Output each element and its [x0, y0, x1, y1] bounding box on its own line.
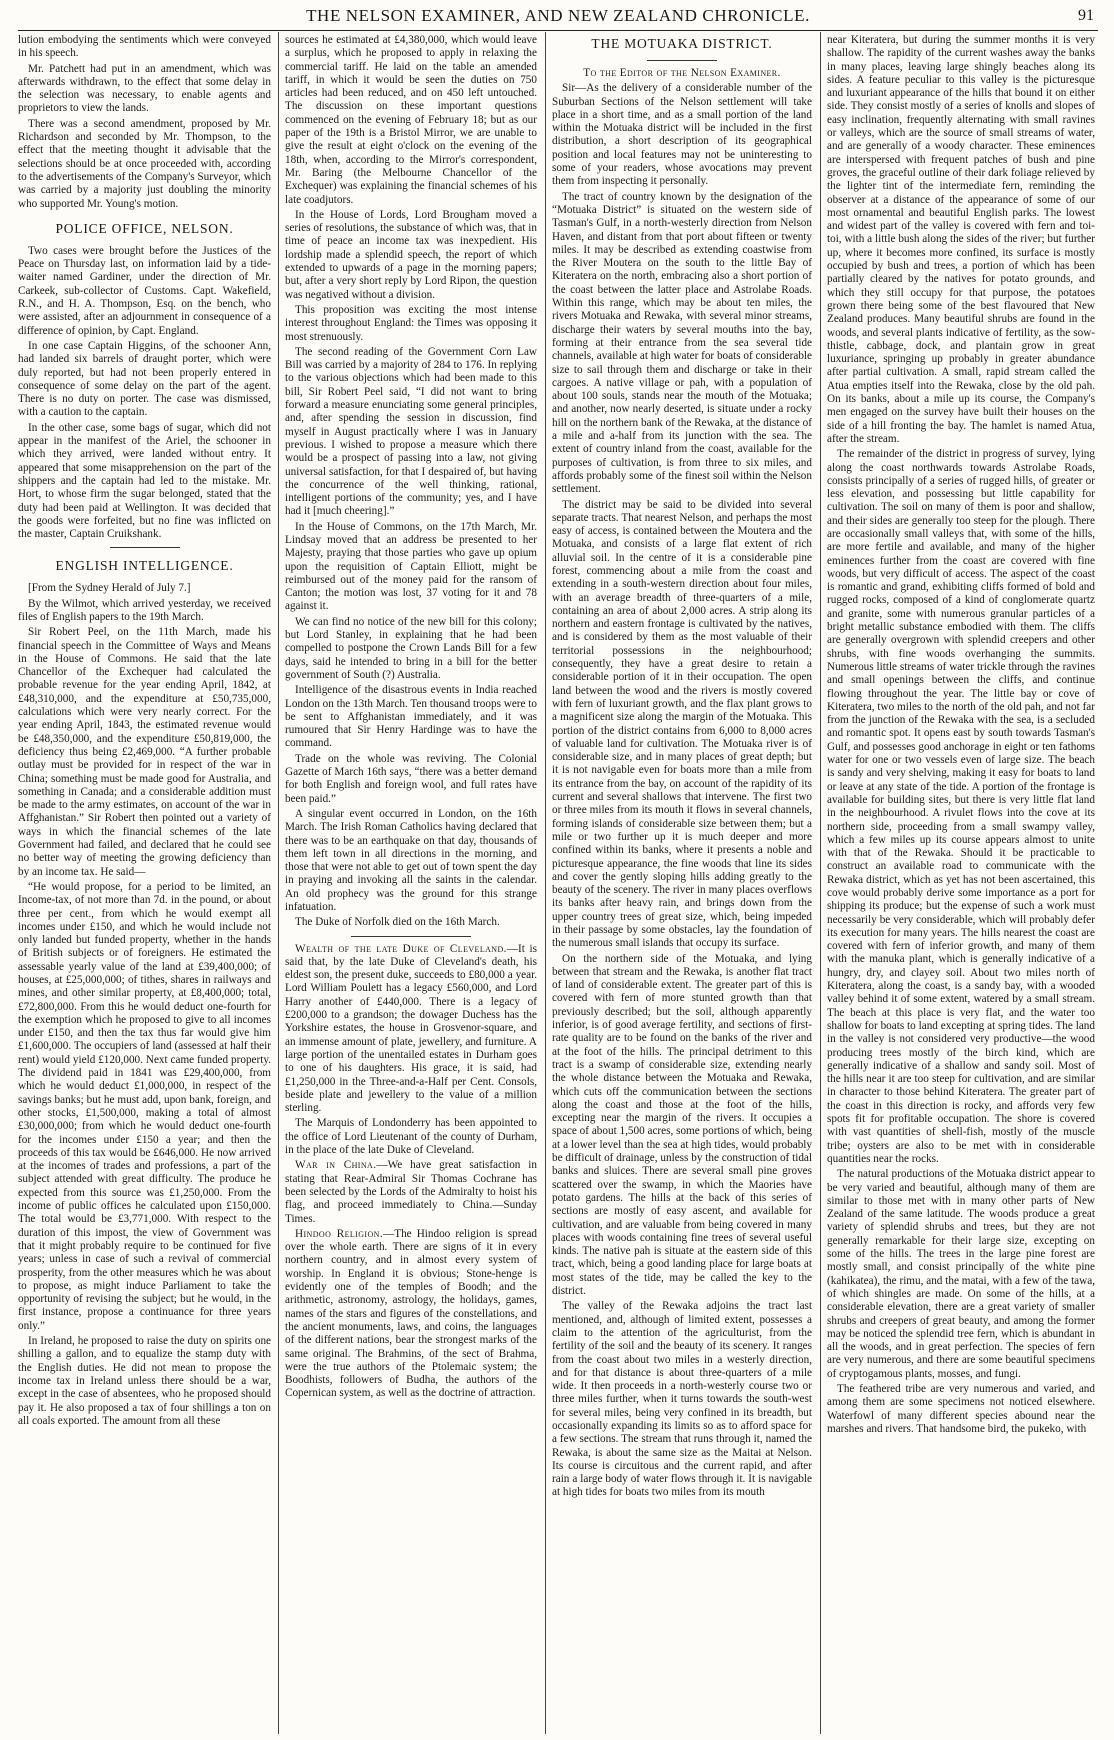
paragraph-lead: Hindoo Religion. [295, 1227, 384, 1240]
paragraph: The Marquis of Londonderry has been appointed to the office of Lord Lieutenant of the county of Durham, in the place of the late Duke of Cleveland. [285, 1117, 537, 1157]
paragraph: The tract of country known by the designation of the “Motuaka District” is situated on the western side of Tasman's Gulf, in a north-westerly direction from Nelson Haven, and distant from that port about fifteen or twenty miles. It may be described as extending coastwise from the River Moutera on the south to the little Bay of Kiteratera on the north, embracing also a short portion of the coast between the latter place and Astrolabe Roads. Within this range, which may be about ten miles, the rivers Motuaka and Rewaka, with several minor streams, discharge their waters by several mouths into the bay, forming at their entrance from the sea several tide channels, available at high water for boats of considerable size to sail through them and discharge or take in their cargoes. A native village or pah, with a population of about 100 souls, stands near the mouth of the Motuaka; and another, now nearly deserted, is situate under a rocky hill on the northern bank of the Rewaka, at the distance of a mile and a-half from its junction with the sea. The extent of country inland from the coast, available for the purposes of cultivation, is from three to six miles, and affords probably some of the finest soil within the Nelson settlement. [552, 190, 812, 496]
paragraph: A singular event occurred in London, on the 16th March. The Irish Roman Catholics having declared that there was to be an earthquake on that day, thousands of them left town in all directions in the morning, and those that were not able to get out of town spent the day in praying and invoking all the saints in the calendar. An old prophecy was the ground for this strange infatuation. [285, 807, 537, 913]
paragraph: In the House of Lords, Lord Brougham moved a series of resolutions, the substance of which was, that in time of peace an income tax was inexpedient. His lordship made a splendid speech, the report of which extended to upwards of a page in the morning papers; but, after a very short reply by Lord Ripon, the question was negatived without a division. [285, 208, 537, 301]
paragraph: sources he estimated at £4,380,000, which would leave a surplus, which he proposed to apply in relaxing the commercial tariff. He laid on the table an amended tariff, in which it would be seen the duties on 750 articles had been reduced, and on 450 left untouched. The discussion on these important questions commenced on the evening of February 18; but as our paper of the 19th is a Bristol Mirror, we are unable to give the result at eight o'clock on the evening of the 18th, when, according to the Mirror's correspondent, Mr. Baring (the Melbourne Chancellor of the Exchequer) was explaining the financial schemes of his late coadjutors. [285, 34, 537, 206]
paragraph: There was a second amendment, proposed by Mr. Richardson and seconded by Mr. Thompson, to the effect that the meeting thought it advisable that the selections should be at once proceeded with, according to the advertisements of the Company's Surveyor, which was carried by a majority just doubling the minority who supported Mr. Young's motion. [18, 117, 271, 210]
section-divider [110, 547, 180, 548]
paragraph [285, 1228, 537, 1401]
paragraph: The district may be said to be divided into several separate tracts. That nearest Nelson, and perhaps the most easy of access, is contained between the Moutera and the Motuaka, and consists of a large flat extent of rich alluvial soil. In the centre of it is a considerable pine forest, commencing about a mile from the coast and extending in a south-western direction about four miles, with an average breadth of three-quarters of a mile, containing an area of about 2,000 acres. A strip along its northern and eastern frontage is cultivated by the natives, and is considered by them as the most valuable of their territorial possessions in the neighbourhood; consequently, they have a great desire to retain a considerable portion of it in their occupation. The open land between the wood and the rivers is mostly covered with fern of luxuriant growth, and the flax plant grows to a magnificent size along the margin of the Motuaka. This portion of the district contains from 6,000 to 8,000 acres of valuable land for cultivation. The Motuaka river is of considerable size, and in many places of great depth; but it is not navigable even for boats more than a mile from its entrance from the bay, on account of the rapidity of its current and several shallows that intervene. The first two or three miles from its mouth it flows in several channels, forming islands of considerable size between them; but a mile or two further up it is much deeper and more confined within its banks, where it presents a noble and picturesque appearance, the fine woods that line its sides and cover the gently sloping hills adding greatly to the beauty of the scenery. The river in many places overflows its banks after heavy rain, and brings down from the upper country trees of great size, which, being impeded in their passage by some obstacles, lay the foundation of the numerous small islands that occupy its surface. [552, 498, 812, 950]
paragraph: In the House of Commons, on the 17th March, Mr. Lindsay moved that an address be presented to her Majesty, praying that those parties who gave up opium upon the requisition of Captain Elliott, might be reimbursed out of the money paid for the ransom of Canton; the motion was lost, 37 voting for it and 78 against it. [285, 520, 537, 613]
paragraph: “He would propose, for a period to be limited, an Income-tax, of not more than 7d. in the pound, or about three per cent., from which he would exempt all incomes under £150, and which he would include not only landed but funded property, whether in the hands of British subjects or of foreigners. He estimated the assessable yearly value of the land at £39,400,000; of houses, at £25,000,000; of tithes, shares in railways and mines, and other similar property, at £8,400,000; total, £72,800,000. From this he would deduct one-fourth for the exemption which he proposed to give to all incomes under £150, and then the tax thus far would give him £1,600,000. The occupiers of land (assessed at half their rent) would yield £120,000. Next came funded property. The dividend paid in 1841 was £29,400,000, from which he would deduct £1,000,000, in respect of the savings banks; but he must add, upon bank, foreign, and other stocks, £1,500,000, making a total of almost £30,000,000; from which he would deduct one-fourth for the incomes under £150 a year; and then the proceeds of this tax would be £646,000. He now arrived at the incomes of trades and professions, a part of the subject attended with great difficulty. The produce he expected from this source was £1,250,000. From the income of public offices he calculated upon £150,000. The total would be £3,771,000. With respect to the duration of this impost, the view of Government was that it might probably require to be continued for five years; unless in case of such a revival of commercial prosperity, from the other measures which he was about to propose, as might induce Parliament to take the opportunity of revising the subject; but he would, in the first instance, propose a continuance for three years only.” [18, 880, 271, 1332]
paragraph: In one case Captain Higgins, of the schooner Ann, had landed six barrels of draught porter, which were duly reported, but had not been properly entered in consequence of some delay on the part of the agent. There is no duty on porter. The case was dismissed, with a caution to the captain. [18, 339, 271, 419]
section-divider [351, 936, 471, 937]
paragraph [285, 1159, 537, 1225]
paragraph: The second reading of the Government Corn Law Bill was carried by a majority of 284 to 176. In replying to the various objections which had been made to this bill, Sir Robert Peel said, “I did not want to bring forward a measure enunciating some general principles, and, after spending the session in discussion, find myself in August practically where I was in January previous. I wished to propose a measure which there would be a prospect of passing into a law, not giving universal satisfaction, for that I despaired of, but having the concurrence of the well thinking, rational, intelligent portions of the community; yes, and I have had it [much cheering].” [285, 345, 537, 518]
paragraph: lution embodying the sentiments which were conveyed in his speech. [18, 34, 271, 60]
paragraph-body: —The Hindoo religion is spread over the whole earth. There are signs of it in every northern country, and in almost every system of worship. In England it is obvious; Stone-henge is evidently one of the temples of Boodh; and the arithmetic, astronomy, astrology, the holidays, games, names of the stars and figures of the constellations, and the ancient monuments, laws, and coins, the languages of the different nations, bear the strongest marks of the same original. The Brahmins, of the sect of Brahma, were the true authors of the Ptolemaic system; the Boodhists, followers of Budha, the authors of the Copernican system, as well as the doctrine of attraction. [285, 1227, 537, 1400]
paragraph-body: —We have great satisfaction in stating that Rear-Admiral Sir Thomas Cochrane has been selected by the Lords of the Admiralty to hoist his flag, and proceed immediately to China.—Sunday Times. [285, 1159, 537, 1225]
paragraph: On the northern side of the Motuaka, and lying between that stream and the Rewaka, is another flat tract of land of considerable extent. The greater part of this is covered with fern of more stunted growth than that previously described; but the soil, although apparently inferior, is of good average fertility, and sections of first-rate quality are to be found on the banks of the river and at the foot of the hills. The principal detriment to this tract is a swamp of considerable size, extending nearly the whole distance between the Motuaka and Rewaka, which cuts off the communication between the sections along the coast and those at the foot of the hills, excepting near the margin of the rivers. It occupies a space of about 1,500 acres, some portions of which, being at a lower level than the sea at high tides, would probably be difficult of drainage, unless by the construction of tidal banks and sluices. There are several small pine groves scattered over the swamp, in which the Maories have potato gardens. The hills at the back of this series of sections are mostly of easy ascent, and available for cultivation, and are valuable from being covered in many places with woods containing fine trees of several useful kinds. The native pah is situate at the eastern side of this tract, which, being a good landing place for large boats at most states of the tide, may be called the key to the district. [552, 952, 812, 1298]
paragraph: In Ireland, he proposed to raise the duty on spirits one shilling a gallon, and to equalize the stamp duty with the English duties. He did not mean to propose the income tax in Ireland unless there should be a war, except in the case of absentees, who he proposed should pay it. He also proposed a tax of four shillings a ton on all coals exported. The amount from all these [18, 1335, 271, 1427]
paragraph: We can find no notice of the new bill for this colony; but Lord Stanley, in explaining that he had been compelled to postpone the Crown Lands Bill for a few days, said he intended to bring in a bill for the better government of South (?) Australia. [285, 615, 537, 681]
paragraph: This proposition was exciting the most intense interest throughout England: the Times was opposing it most strenuously. [285, 303, 537, 343]
column-rule [545, 32, 546, 1734]
paragraph: In the other case, some bags of sugar, which did not appear in the manifest of the Ariel, the schooner in which they arrived, were landed without entry. It appeared that some misapprehension on the part of the shippers and the captain had led to the mistake. Mr. Hort, to whose firm the sugar belonged, stated that the duty had been paid at Wellington. It was decided that the goods were forfeited, but no fine was inflicted on the master, Captain Cruikshank. [18, 421, 271, 541]
paragraph: The remainder of the district in progress of survey, lying along the coast northwards towards Astrolabe Roads, consists principally of a series of rugged hills, of greater or less elevation, and possessing but little capability for cultivation. The soil on many of them is poor and shallow, and their sides are generally too steep for the plough. There are occasionally small valleys that, with some of the hills, are more fertile and available, and many of the higher eminences further from the coast are covered with fine woods, but very difficult of access. The aspect of the coast is romantic and grand, exhibiting cliffs formed of bold and rugged rocks, composed of a kind of conglomerate quartz and granite, some with numerous granular particles of a bright metallic substance embodied with them. The cliffs are generally overgrown with splendid creepers and other shrubs, with fine woods overhanging the summits. Numerous little streams of water trickle through the ravines and small openings between the cliffs, and continue flowing throughout the year. The little bay or cove of Kiteratera, two miles to the north of the old pah, and not far from the junction of the Rewaka with the sea, is a secluded and romantic spot. It opens east by south towards Tasman's Gulf, and possesses good anchorage in eight or ten fathoms water for one or two vessels even of large size. The beach is sandy and very shelving, making it easy for boats to land or leave at any state of the tide. A portion of the frontage is available for building sites, but there is very little flat land in the neighbourhood. A rivulet flows into the cove at its northern side, proceeding from a small swampy valley, which a few miles up its course appears almost to unite with that of the Rewaka. Should it be practicable to construct an available road to communicate with the Rewaka district, which as yet has not been ascertained, this cove would probably derive some importance as a port for shipping its produce; but the expense of such a work must necessarily be very considerable, which will probably defer its execution for many years. The hills nearest the coast are covered with fern of inferior growth, and many of them with the manuka plant, which is generally indicative of a hungry, dry, and clayey soil. About two miles north of Kiteratera, along the coast, is a sandy bay, with a wooded valley behind it of some extent, watered by a small stream. The beach at this place is very flat, and the water too shallow for boats to land excepting at spring tides. The land in the valley is not considered very productive—the wood producing trees mostly of the birch kind, which are generally indicative of a shallow and sandy soil. Most of the hills near it are too steep for cultivation, and are similar in character to those behind Kiteratera. The greater part of the coast in this direction is rocky, and affords very few spots fit for profitable occupation. The shore is covered with vast quantities of shell-fish, mostly of the muscle tribe; oysters are also to be met with in considerable quantities near the rocks. [827, 448, 1095, 1165]
section-heading-motuaka-district: THE MOTUAKA DISTRICT. [591, 36, 773, 51]
paragraph: By the Wilmot, which arrived yesterday, we received files of English papers to the 19th March. [18, 597, 271, 623]
source-note: [From the Sydney Herald of July 7.] [28, 582, 191, 595]
paragraph: Intelligence of the disastrous events in India reached London on the 13th March. Ten thousand troops were to be sent to Affghanistan immediately, and it was rumoured that Sir Henry Hardinge was to have the command. [285, 684, 537, 750]
paragraph-lead: Wealth of the late Duke of Cleveland. [295, 942, 507, 955]
column-2 [285, 34, 537, 1734]
paragraph: The Duke of Norfolk died on the 16th March. [295, 916, 500, 929]
paragraph-lead: War in China. [295, 1159, 377, 1172]
paragraph-body: —It is said that, by the late Duke of Cleveland's death, his eldest son, the present duke, succeeds to £80,000 a year. Lord William Poulett has a legacy £560,000, and Lord Harry another of £440,000. There is a legacy of £200,000 to a grandson; the dowager Duchess has the Yorkshire estates, the house in Grosvenor-square, and an immense amount of plate, jewellery, and furniture. A large portion of the unentailed estates in Durham goes to one of his daughters. His grace, it is said, had £1,250,000 in the Three-and-a-Half per Cent. Consols, beside plate and jewellery to the value of a million sterling. [285, 942, 537, 1115]
column-1 [18, 34, 271, 1734]
letter-salutation: To the Editor of the Nelson Examiner. [583, 67, 781, 79]
paragraph: Mr. Patchett had put in an amendment, which was afterwards withdrawn, to the effect that some delay in the selection was necessary, to enable agents and proprietors to view the lands. [18, 62, 271, 115]
section-heading-english-intelligence: ENGLISH INTELLIGENCE. [55, 558, 234, 574]
column-rule [820, 32, 821, 1734]
section-heading-police-office: POLICE OFFICE, NELSON. [55, 220, 234, 236]
column-4 [827, 34, 1095, 1734]
paragraph: near Kiteratera, but during the summer months it is very shallow. The rapidity of the current washes away the banks in many places, leaving large shingly beaches along its sides. A feature peculiar to this valley is the picturesque and luxuriant appearance of the hills that bound it on either side. They consist mostly of a series of knolls and slopes of easy inclination, frequently alternating with small ravines or valleys, which are the source of small streams of water, and are generally of a woody character. These eminences are interspersed with frequent patches of bush and pine groves, the graceful outline of their dark foliage relieved by the lighter tint of the intermediate fern, reminding the observer at a distance of the appearance of some of our most ornamental and beautiful English parks. The lowest and widest part of the valley is covered with fern and toi-toi, with a little bush along the sides of the river; but further up, where it becomes more confined, its surface is mostly occupied by bush and trees, a portion of which has been partially cleared by the natives for potato grounds, and which they still occupy for that purpose, the potatoes grown there being some of the best flavoured that New Zealand produces. Many beautiful shrubs are found in the woods, and several plants indicative of fertility, as the sow-thistle, cabbage, dock, and plantain grow in great luxuriance, springing up probably in greater abundance after partial cultivation. A small, rapid stream called the Atua empties itself into the Rewaka, close by the old pah. On its banks, about a mile up its course, the Company's men engaged on the survey have built their houses on the side of a hill fronting the bay. The hamlet is named Atua, after the stream. [827, 34, 1095, 445]
column-3 [552, 34, 812, 1734]
paragraph: The natural productions of the Motuaka district appear to be very varied and beautiful, although many of them are similar to those met with in many other parts of New Zealand of the same latitude. The woods produce a great variety of splendid shrubs and trees, but they are not generally remarkable for their large size, excepting on some of the hills. The trees in the large pine forest are mostly small, and consist principally of the white pine (kahikatea), the rimu, and the matai, with a few of the tawa, of which shingles are made. On some of the hills, at a considerable elevation, there are a great variety of smaller shrubs and creepers of great beauty, and among the former may be noticed the splendid tree fern, which is abundant in all the woods, and in great perfection. The species of fern are very numerous, and there are some beautiful specimens of cryptogamous plants, mosses, and fungi. [827, 1168, 1095, 1380]
masthead [18, 4, 1098, 31]
page-number: 91 [1078, 7, 1094, 24]
paragraph: The feathered tribe are very numerous and varied, and among them are some specimens not noticed elsewhere. Waterfowl of many different species abound near the marshes and rivers. That handsome bird, the pukeko, with [827, 1382, 1095, 1435]
column-rule [278, 32, 279, 1734]
paragraph: The valley of the Rewaka adjoins the tract last mentioned, and, although of limited extent, possesses a claim to the attention of the agriculturist, from the fertility of the soil and the beauty of its scenery. It ranges from the coast about two miles in a westerly direction, and for that distance is about three-quarters of a mile wide. It then proceeds in a north-westerly course two or three miles further, when it turns towards the south-west for several miles, being very confined in its breadth, but occasionally expanding its limits so as to afford space for a few sections. The stream that runs through it, named the Rewaka, is about the same size as the Maitai at Nelson. Its course is circuitous and the current rapid, and after rain a large body of water flows through it. It is navigable at high tides for boats two miles from its mouth [552, 1300, 812, 1499]
paragraph: Sir—As the delivery of a considerable number of the Suburban Sections of the Nelson settlement will take place in a short time, and as a small portion of the land within the Motuaka district will be included in the first distribution, a short description of its geographical position and local features may not be uninteresting to some of your readers, whose avocations may prevent them from inspecting it personally. [552, 82, 812, 188]
paragraph: Sir Robert Peel, on the 11th March, made his financial speech in the Committee of Ways and Means in the House of Commons. He said that the late Chancellor of the Exchequer had calculated the probable revenue for the year ending April, 1842, at £48,310,000, and the expenditure at £50,735,000, calculations which were very nearly correct. For the year ending April, 1843, the estimated revenue would be £48,350,000, and the expenditure £50,819,000, the deficiency thus being £2,469,000. “A further probable outlay must be provided for in respect of the war in China; something must be made good for Australia, and something in Canada; and a considerable addition must be made to the army estimates, on account of the war in Affghanistan.” Sir Robert then pointed out a variety of ways in which the financial schemes of the late Government had failed, and declared that he could see no better way of meeting the growing deficiency than by an income tax. He said— [18, 626, 271, 878]
paragraph [285, 943, 537, 1116]
section-divider [647, 60, 717, 61]
page-title: THE NELSON EXAMINER, AND NEW ZEALAND CHRONICLE. [306, 6, 810, 25]
paragraph: Trade on the whole was reviving. The Colonial Gazette of March 16th says, “there was a better demand for both English and foreign wool, and full rates have been paid.” [285, 752, 537, 805]
paragraph: Two cases were brought before the Justices of the Peace on Thursday last, on information laid by a tide-waiter named Gardiner, under the direction of Mr. Carkeek, sub-collector of Customs. Capt. Wakefield, R.N., and H. A. Thompson, Esq. on the bench, who were assisted, after an adjournment in consequence of a difference of opinion, by Capt. England. [18, 244, 271, 337]
